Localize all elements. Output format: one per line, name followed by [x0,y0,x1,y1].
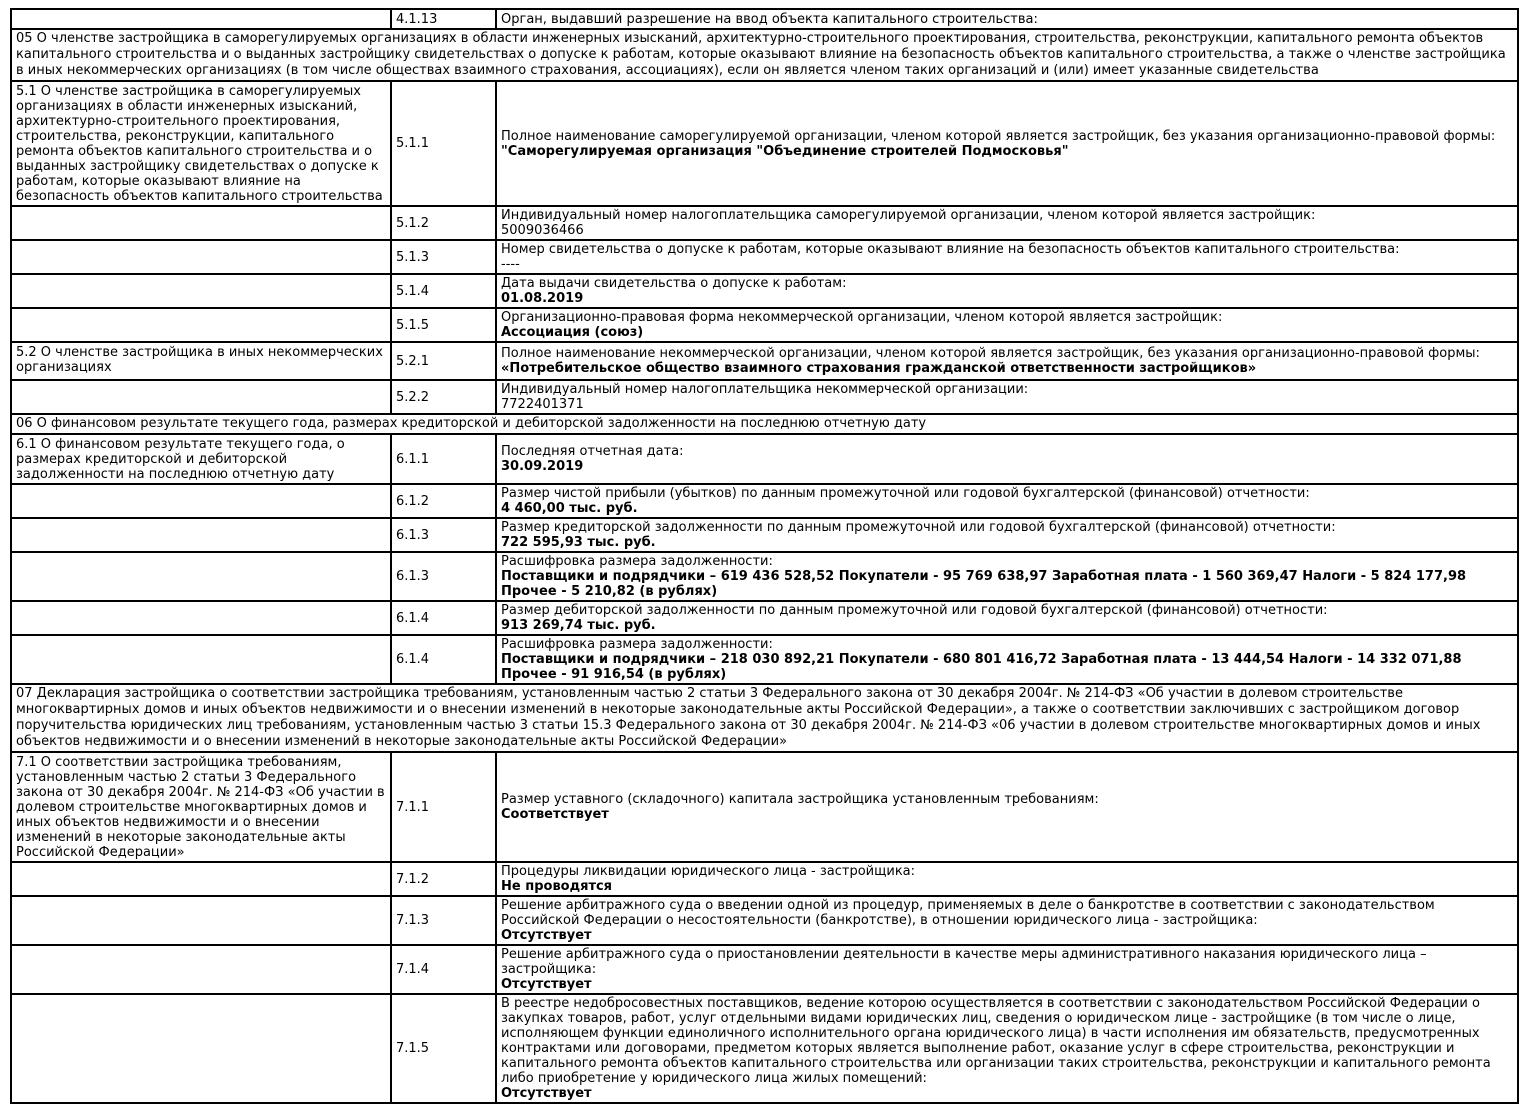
item-content-cell [496,81,1518,206]
table-row [11,752,1518,862]
table-row [11,862,1518,896]
table-row [11,601,1518,635]
field-value: 4 460,00 тыс. руб. [501,501,638,516]
field-label: Последняя отчетная дата: [501,444,684,459]
item-content-cell [496,601,1518,635]
field-value: Отсутствует [501,977,592,992]
item-content-cell [496,994,1518,1103]
field-value: 5009036466 [501,223,584,238]
field-value: 30.09.2019 [501,459,584,474]
section-header-row [11,29,1518,81]
table-row [11,434,1518,484]
field-value: Соответствует [501,807,609,822]
field-label: В реестре недобросовестных поставщиков, ведение которою осуществляется в соответствии с законодательством Российской Федерации о закупках товаров, работ, услуг отдельными видами юридических лиц, сведения о юридическом лице - застройщике (в том числе о лице, исполняющем функции единоличного исполнительного органа юридического лица) в части исполнения им обязательств, предусмотренных контрактами или договорами, предметом которых является выполнение работ, оказание услуг в сфере строительства, реконструкции и капитального ремонта объектов капитального строительства или организации таких строительства, реконструкции и капитального ремонта либо приобретение у юридического лица жилых помещений: [501,996,1491,1086]
field-label: Дата выдачи свидетельства о допуске к работам: [501,276,847,291]
item-content-cell [496,240,1518,274]
item-content-cell [496,342,1518,380]
section-header-row [11,414,1518,434]
table-row [11,206,1518,240]
item-number: 5.1.2 [391,206,496,240]
field-label: Размер чистой прибыли (убытков) по данным промежуточной или годовой бухгалтерской (финансовой) отчетности: [501,486,1310,501]
section-left-cell [11,518,391,552]
field-value: Отсутствует [501,928,592,943]
item-content-cell [496,274,1518,308]
field-label: Размер уставного (складочного) капитала застройщика установленным требованиям: [501,792,1099,807]
field-value: Не проводятся [501,879,613,894]
item-number: 5.2.1 [391,342,496,380]
item-content-cell [496,896,1518,945]
section-left-cell [11,896,391,945]
item-number: 7.1.3 [391,896,496,945]
field-label: Расшифровка размера задолженности: [501,637,773,652]
field-label: Полное наименование саморегулируемой организации, членом которой является застройщик, без указания организационно-правовой формы: [501,128,1496,144]
field-label: Размер дебиторской задолженности по данным промежуточной или годовой бухгалтерской (финансовой) отчетности: [501,603,1328,618]
field-value: Отсутствует [501,1086,592,1101]
table-row [11,380,1518,414]
section-left-cell [11,862,391,896]
section-left-cell [11,206,391,240]
section-left-cell: 5.1 О членстве застройщика в саморегулируемых организациях в области инженерных изысканий, архитектурно-строительного проектирования, строительства, реконструкции, капитального ремонта объектов капитального строительства и о выданных застройщику свидетельствах о допуске к работам, которые оказывают влияние на безопасность объектов капитального строительства [11,81,391,206]
table-row [11,635,1518,684]
item-number: 5.2.2 [391,380,496,414]
table-row [11,240,1518,274]
item-content-cell [496,945,1518,994]
section-left-cell: 6.1 О финансовом результате текущего года, о размерах кредиторской и дебиторской задолженности на последнюю отчетную дату [11,434,391,484]
item-number: 6.1.2 [391,484,496,518]
item-number: 5.1.1 [391,81,496,206]
item-number: 5.1.4 [391,274,496,308]
field-value: ---- [501,257,520,272]
item-number: 5.1.3 [391,240,496,274]
section-left-cell [11,274,391,308]
table-row [11,552,1518,601]
section-left-cell [11,484,391,518]
section-header-text: 06 О финансовом результате текущего года, размерах кредиторской и дебиторской задолженности на последнюю отчетную дату [11,414,1518,434]
field-value: Поставщики и подрядчики – 218 030 892,21 Покупатели - 680 801 416,72 Заработная плата - 13 444,54 Налоги - 14 332 071,88 Прочее - 91 916,54 (в рублях) [501,652,1462,682]
item-content-cell [496,434,1518,484]
field-value: Ассоциация (союз) [501,325,644,340]
table-row [11,9,1518,29]
field-label: Орган, выдавший разрешение на ввод объекта капитального строительства: [501,11,1038,27]
section-header-text: 07 Декларация застройщика о соответствии застройщика требованиям, установленным частью 2 статьи 3 Федерального закона от 30 декабря 2004г. № 214-ФЗ «Об участии в долевом строительстве многоквартирных домов и иных объектов недвижимости и о внесении изменений в некоторые законодательные акты Российской Федерации», а также о соответствии заключивших с застройщиком договор поручительства юридических лиц требованиям, установленным частью 3 статьи 15.3 Федерального закона от 30 декабря 2004г. № 214-ФЗ «06 участии в долевом строительстве многоквартирных домов и иных объектов недвижимости и о внесении изменений в некоторые законодательные акты Российской Федерации» [11,684,1518,752]
table-row [11,81,1518,206]
table-row [11,945,1518,994]
field-label: Решение арбитражного суда о введении одной из процедур, применяемых в деле о банкротстве в соответствии с законодательством Российской Федерации о несостоятельности (банкротстве), в отношении юридического лица - застройщика: [501,898,1435,928]
item-number: 6.1.4 [391,601,496,635]
field-value: 913 269,74 тыс. руб. [501,618,656,633]
field-value: 01.08.2019 [501,291,584,306]
item-content-cell [496,9,1518,29]
section-left-cell [11,9,391,29]
field-value: 7722401371 [501,397,584,412]
section-left-cell: 5.2 О членстве застройщика в иных некоммерческих организациях [11,342,391,380]
section-left-cell [11,308,391,342]
section-left-cell [11,945,391,994]
item-content-cell [496,862,1518,896]
item-content-cell [496,206,1518,240]
section-left-cell [11,994,391,1103]
field-value: 722 595,93 тыс. руб. [501,535,656,550]
item-number: 6.1.3 [391,518,496,552]
item-number: 7.1.1 [391,752,496,862]
section-left-cell [11,635,391,684]
field-label: Полное наименование некоммерческой организации, членом которой является застройщик, без указания организационно-правовой формы: [501,346,1480,361]
field-label: Процедуры ликвидации юридического лица - застройщика: [501,864,916,879]
section-header-row [11,684,1518,752]
field-label: Решение арбитражного суда о приостановлении деятельности в качестве меры административного наказания юридического лица – застройщика: [501,947,1427,977]
item-content-cell [496,635,1518,684]
table-row [11,308,1518,342]
field-label: Индивидуальный номер налогоплательщика некоммерческой организации: [501,382,1029,397]
item-content-cell [496,518,1518,552]
item-number: 5.1.5 [391,308,496,342]
item-number: 4.1.13 [391,9,496,29]
field-value: Поставщики и подрядчики – 619 436 528,52 Покупатели - 95 769 638,97 Заработная плата - 1 560 369,47 Налоги - 5 824 177,98 Прочее - 5 210,82 (в рублях) [501,569,1467,599]
section-left-cell [11,601,391,635]
field-label: Организационно-правовая форма некоммерческой организации, членом которой является застройщик: [501,310,1223,325]
field-value: «Потребительское общество взаимного страхования гражданской ответственности застройщиков» [501,361,1257,376]
section-left-cell [11,380,391,414]
table-row [11,896,1518,945]
item-content-cell [496,380,1518,414]
item-number: 6.1.3 [391,552,496,601]
table-row [11,994,1518,1103]
item-number: 6.1.4 [391,635,496,684]
section-left-cell: 7.1 О соответствии застройщика требованиям, установленным частью 2 статьи 3 Федерального закона от 30 декабря 2004г. № 214-ФЗ «Об участии в долевом строительстве многоквартирных домов и иных объектов недвижимости и о внесении изменений в некоторые законодательные акты Российской Федерации» [11,752,391,862]
item-number: 7.1.5 [391,994,496,1103]
field-label: Индивидуальный номер налогоплательщика саморегулируемой организации, членом которой является застройщик: [501,208,1316,223]
section-left-cell [11,240,391,274]
item-content-cell [496,308,1518,342]
item-number: 7.1.2 [391,862,496,896]
item-number: 6.1.1 [391,434,496,484]
field-label: Номер свидетельства о допуске к работам, которые оказывают влияние на безопасность объектов капитального строительства: [501,242,1400,257]
section-header-text: 05 О членстве застройщика в саморегулируемых организациях в области инженерных изысканий, архитектурно-строительного проектирования, строительства, реконструкции, капитального ремонта объектов капитального строительства и о выданных застройщику свидетельствах о допуске к работам, которые оказывают влияние на безопасность объектов капитального строительства, а также о членстве застройщика в иных некоммерческих организациях (в том числе обществах взаимного страхования, ассоциациях), если он является членом таких организаций и (или) имеет указанные свидетельства [11,29,1518,81]
section-left-cell [11,552,391,601]
table-row [11,484,1518,518]
item-content-cell [496,484,1518,518]
table-row [11,274,1518,308]
table-row [11,518,1518,552]
item-content-cell [496,552,1518,601]
field-value: "Саморегулируемая организация "Объединение строителей Подмосковья" [501,143,1069,159]
field-label: Размер кредиторской задолженности по данным промежуточной или годовой бухгалтерской (финансовой) отчетности: [501,520,1336,535]
declaration-table [10,8,1519,1104]
item-content-cell [496,752,1518,862]
table-row [11,342,1518,380]
item-number: 7.1.4 [391,945,496,994]
field-label: Расшифровка размера задолженности: [501,554,773,569]
